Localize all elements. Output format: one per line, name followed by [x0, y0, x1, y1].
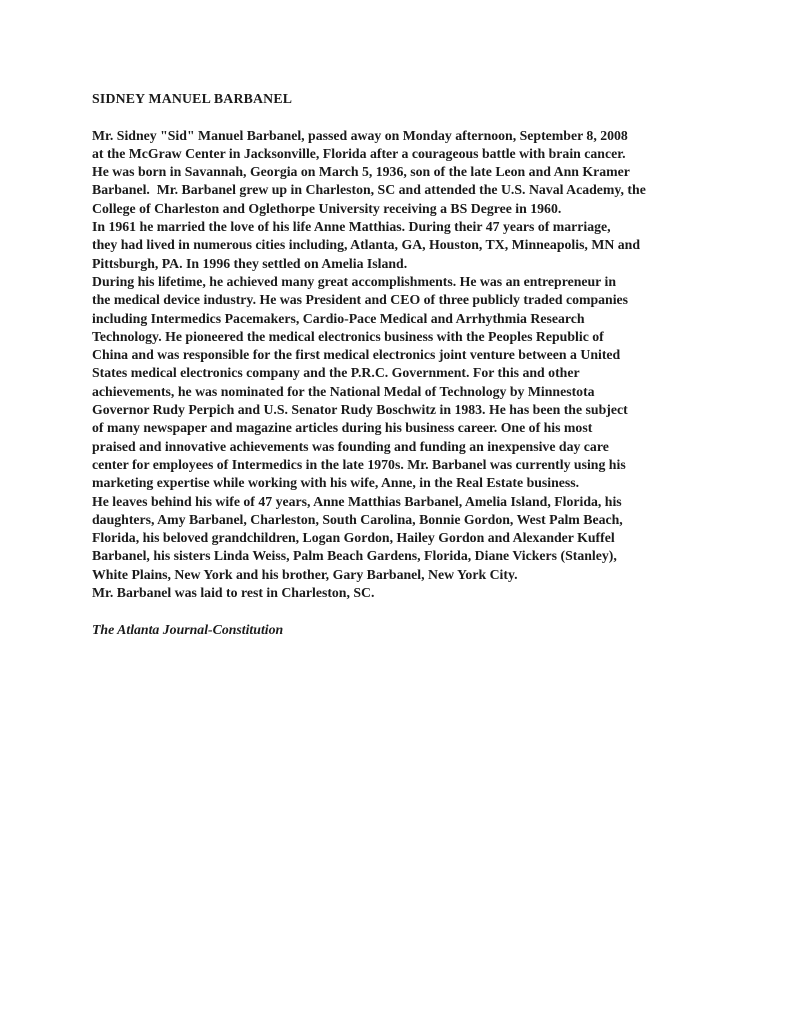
text-line: Mr. Sidney "Sid" Manuel Barbanel, passed away on Monday afternoon, September 8, 2008 [92, 127, 628, 143]
text-line: Barbanel. Mr. Barbanel grew up in Charleston, SC and attended the U.S. Naval Academy, the [92, 182, 646, 198]
text-line: College of Charleston and Oglethorpe University receiving a BS Degree in 1960. [92, 200, 562, 216]
text-line: Technology. He pioneered the medical electronics business with the Peoples Republic of [92, 328, 604, 344]
paragraph [92, 218, 732, 273]
text-line: He leaves behind his wife of 47 years, Anne Matthias Barbanel, Amelia Island, Florida, his [92, 493, 622, 509]
document-content [92, 90, 732, 639]
document-body [92, 127, 732, 603]
text-line: daughters, Amy Barbanel, Charleston, South Carolina, Bonnie Gordon, West Palm Beach, [92, 511, 623, 527]
text-line: Pittsburgh, PA. In 1996 they settled on Amelia Island. [92, 255, 408, 271]
text-line: marketing expertise while working with his wife, Anne, in the Real Estate business. [92, 475, 580, 491]
text-line: Mr. Barbanel was laid to rest in Charleston, SC. [92, 585, 375, 601]
text-line: they had lived in numerous cities including, Atlanta, GA, Houston, TX, Minneapolis, MN and [92, 237, 641, 253]
text-line: He was born in Savannah, Georgia on March 5, 1936, son of the late Leon and Ann Kramer [92, 164, 630, 180]
text-line: States medical electronics company and the P.R.C. Government. For this and other [92, 365, 580, 381]
text-line: at the McGraw Center in Jacksonville, Florida after a courageous battle with brain cancer. [92, 145, 626, 161]
text-line: the medical device industry. He was President and CEO of three publicly traded companies [92, 292, 629, 308]
text-line: China and was responsible for the first medical electronics joint venture between a United [92, 347, 621, 363]
attribution-line: The Atlanta Journal-Constitution [92, 621, 284, 637]
text-line: achievements, he was nominated for the National Medal of Technology by Minnestota [92, 383, 595, 399]
paragraph [92, 273, 732, 493]
text-line: In 1961 he married the love of his life Anne Matthias. During their 47 years of marriage, [92, 219, 611, 235]
text-line: Governor Rudy Perpich and U.S. Senator Rudy Boschwitz in 1983. He has been the subject [92, 402, 628, 418]
text-line: of many newspaper and magazine articles during his business career. One of his most [92, 420, 593, 436]
paragraph [92, 493, 732, 584]
paragraph [92, 127, 732, 218]
text-line: center for employees of Intermedics in the late 1970s. Mr. Barbanel was currently using his [92, 456, 626, 472]
document-title: SIDNEY MANUEL BARBANEL [92, 91, 293, 106]
text-line: During his lifetime, he achieved many great accomplishments. He was an entrepreneur in [92, 273, 616, 289]
text-line: Florida, his beloved grandchildren, Logan Gordon, Hailey Gordon and Alexander Kuffel [92, 530, 615, 546]
paragraph [92, 584, 732, 602]
text-line: including Intermedics Pacemakers, Cardio-Pace Medical and Arrhythmia Research [92, 310, 585, 326]
text-line: White Plains, New York and his brother, Gary Barbanel, New York City. [92, 566, 518, 582]
text-line: Barbanel, his sisters Linda Weiss, Palm Beach Gardens, Florida, Diane Vickers (Stanley), [92, 548, 617, 564]
text-line: praised and innovative achievements was founding and funding an inexpensive day care [92, 438, 609, 454]
